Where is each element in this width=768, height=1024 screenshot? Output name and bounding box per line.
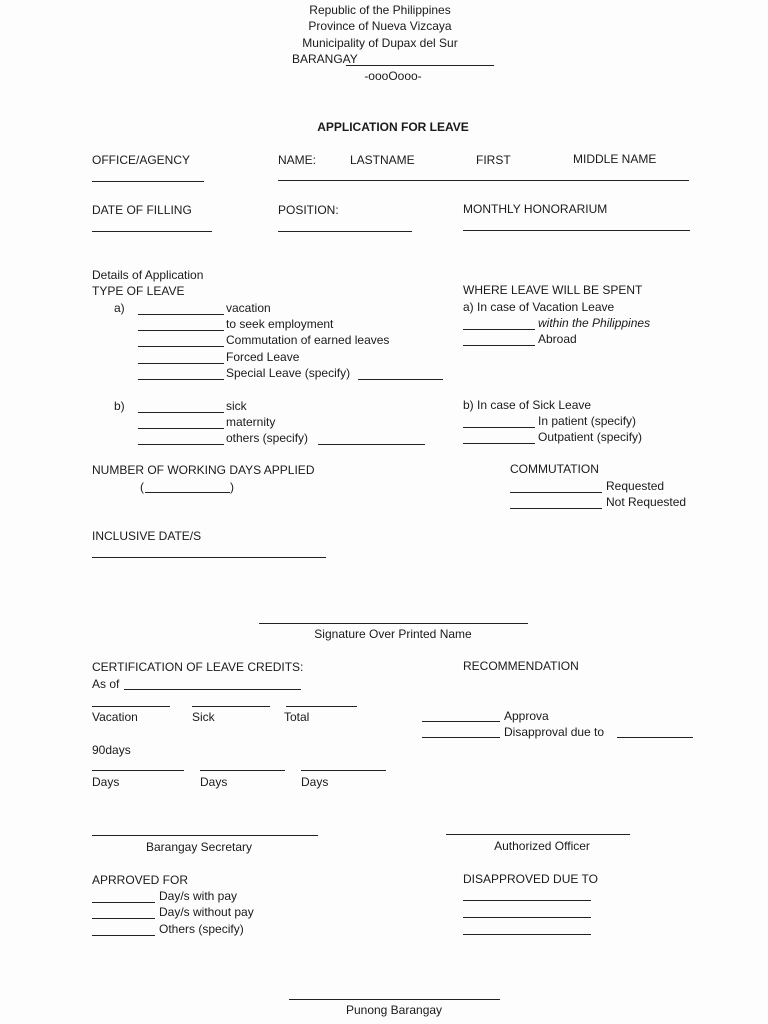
total-days-label: Days <box>301 775 329 789</box>
not-requested-line[interactable] <box>510 508 602 509</box>
abroad-line[interactable] <box>463 345 535 346</box>
abroad-label: Abroad <box>538 332 577 346</box>
disapproval-reason-line[interactable] <box>617 737 693 738</box>
vacation-credit-line[interactable] <box>92 706 170 707</box>
requested-line[interactable] <box>510 492 602 493</box>
header-province: Province of Nueva Vizcaya <box>308 19 452 33</box>
sick-days-line[interactable] <box>200 770 285 771</box>
requested-label: Requested <box>606 479 665 493</box>
in-patient-label: In patient (specify) <box>538 414 637 428</box>
not-requested-label: Not Requested <box>606 495 687 509</box>
maternity-line[interactable] <box>138 428 224 429</box>
barangay-secretary-label: Barangay Secretary <box>145 840 253 854</box>
working-days-label: NUMBER OF WORKING DAYS APPLIED <box>92 463 315 477</box>
sick-case-label: b) In case of Sick Leave <box>463 398 592 412</box>
sick-line[interactable] <box>138 412 224 413</box>
honorarium-label: MONTHLY HONORARIUM <box>463 202 608 216</box>
name-line[interactable] <box>278 180 689 181</box>
seek-employment-line[interactable] <box>138 330 224 331</box>
within-philippines-line[interactable] <box>463 329 535 330</box>
date-filling-line[interactable] <box>92 231 212 232</box>
disapproved-line-3[interactable] <box>463 934 591 935</box>
approval-label: Approva <box>504 709 549 723</box>
vacation-days-line[interactable] <box>92 770 184 771</box>
commutation-label: COMMUTATION <box>510 462 599 476</box>
name-label: NAME: <box>278 153 317 167</box>
middle-name-label: MIDDLE NAME <box>573 152 657 166</box>
honorarium-line[interactable] <box>463 230 690 231</box>
lastname-label: LASTNAME <box>350 153 415 167</box>
disapproval-label: Disapproval due to <box>504 725 605 739</box>
total-days-line[interactable] <box>301 770 386 771</box>
forced-leave-label: Forced Leave <box>226 350 300 364</box>
disapproved-heading: DISAPPROVED DUE TO <box>463 872 598 886</box>
forced-leave-line[interactable] <box>138 363 224 364</box>
signature-label: Signature Over Printed Name <box>314 627 472 641</box>
disapproval-line[interactable] <box>422 737 500 738</box>
with-pay-label: Day/s with pay <box>159 889 238 903</box>
recommendation-heading: RECOMMENDATION <box>463 659 579 673</box>
others-approved-label: Others (specify) <box>159 922 244 936</box>
barangay-line[interactable] <box>346 65 494 66</box>
type-of-leave-label: TYPE OF LEAVE <box>92 284 185 298</box>
type-a-marker: a) <box>114 301 125 315</box>
office-label: OFFICE/AGENCY <box>92 153 191 167</box>
punong-barangay-label: Punong Barangay <box>345 1003 443 1017</box>
without-pay-line[interactable] <box>92 918 155 919</box>
others-label: others (specify) <box>226 431 309 445</box>
approval-line[interactable] <box>422 721 500 722</box>
page-title: APPLICATION FOR LEAVE <box>317 120 469 134</box>
position-line[interactable] <box>278 231 412 232</box>
punong-signature-line[interactable] <box>289 999 500 1000</box>
commutation-earned-line[interactable] <box>138 346 224 347</box>
header-municipality: Municipality of Dupax del Sur <box>302 36 458 50</box>
secretary-signature-line[interactable] <box>92 835 318 836</box>
as-of-line[interactable] <box>124 689 301 690</box>
vacation-line[interactable] <box>138 314 224 315</box>
details-heading: Details of Application <box>92 268 204 282</box>
header-divider: -oooOooo- <box>364 69 422 83</box>
ninety-days-label: 90days <box>92 743 131 757</box>
inclusive-dates-label: INCLUSIVE DATE/S <box>92 529 202 543</box>
position-label: POSITION: <box>278 203 339 217</box>
outpatient-line[interactable] <box>463 443 535 444</box>
date-filling-label: DATE OF FILLING <box>92 203 192 217</box>
total-credit-label: Total <box>284 710 310 724</box>
sick-credit-label: Sick <box>192 710 215 724</box>
vacation-label: vacation <box>226 301 271 315</box>
commutation-earned-label: Commutation of earned leaves <box>226 333 390 347</box>
disapproved-line-1[interactable] <box>463 900 591 901</box>
maternity-label: maternity <box>226 415 276 429</box>
working-days-close-paren: ) <box>230 480 234 494</box>
special-leave-label: Special Leave (specify) <box>226 366 351 380</box>
officer-signature-line[interactable] <box>446 834 630 835</box>
as-of-label: As of <box>92 677 120 691</box>
inclusive-dates-line[interactable] <box>92 557 326 558</box>
office-line[interactable] <box>92 181 204 182</box>
others-approved-line[interactable] <box>92 935 155 936</box>
authorized-officer-label: Authorized Officer <box>494 839 590 853</box>
within-philippines-label: within the Philippines <box>538 316 651 330</box>
without-pay-label: Day/s without pay <box>159 905 254 919</box>
outpatient-label: Outpatient (specify) <box>538 430 643 444</box>
where-heading: WHERE LEAVE WILL BE SPENT <box>463 283 643 297</box>
others-specify-line[interactable] <box>318 444 425 445</box>
sick-days-label: Days <box>200 775 228 789</box>
vacation-credit-label: Vacation <box>92 710 138 724</box>
header-republic: Republic of the Philippines <box>309 3 451 17</box>
first-label: FIRST <box>476 153 511 167</box>
certification-heading: CERTIFICATION OF LEAVE CREDITS: <box>92 660 304 674</box>
barangay-label: BARANGAY <box>292 52 358 66</box>
type-b-marker: b) <box>114 399 125 413</box>
sick-credit-line[interactable] <box>192 706 270 707</box>
others-line[interactable] <box>138 444 224 445</box>
in-patient-line[interactable] <box>463 427 535 428</box>
applicant-signature-line[interactable] <box>259 623 528 624</box>
sick-label: sick <box>226 399 247 413</box>
vacation-case-label: a) In case of Vacation Leave <box>463 300 615 314</box>
working-days-line[interactable] <box>145 492 230 493</box>
seek-employment-label: to seek employment <box>226 317 334 331</box>
with-pay-line[interactable] <box>92 902 155 903</box>
approved-heading: APRROVED FOR <box>92 873 189 887</box>
special-leave-line[interactable] <box>138 379 224 380</box>
special-leave-specify-line[interactable] <box>358 379 443 380</box>
disapproved-line-2[interactable] <box>463 917 591 918</box>
vacation-days-label: Days <box>92 775 120 789</box>
total-credit-line[interactable] <box>286 706 357 707</box>
working-days-open-paren: ( <box>140 480 144 494</box>
